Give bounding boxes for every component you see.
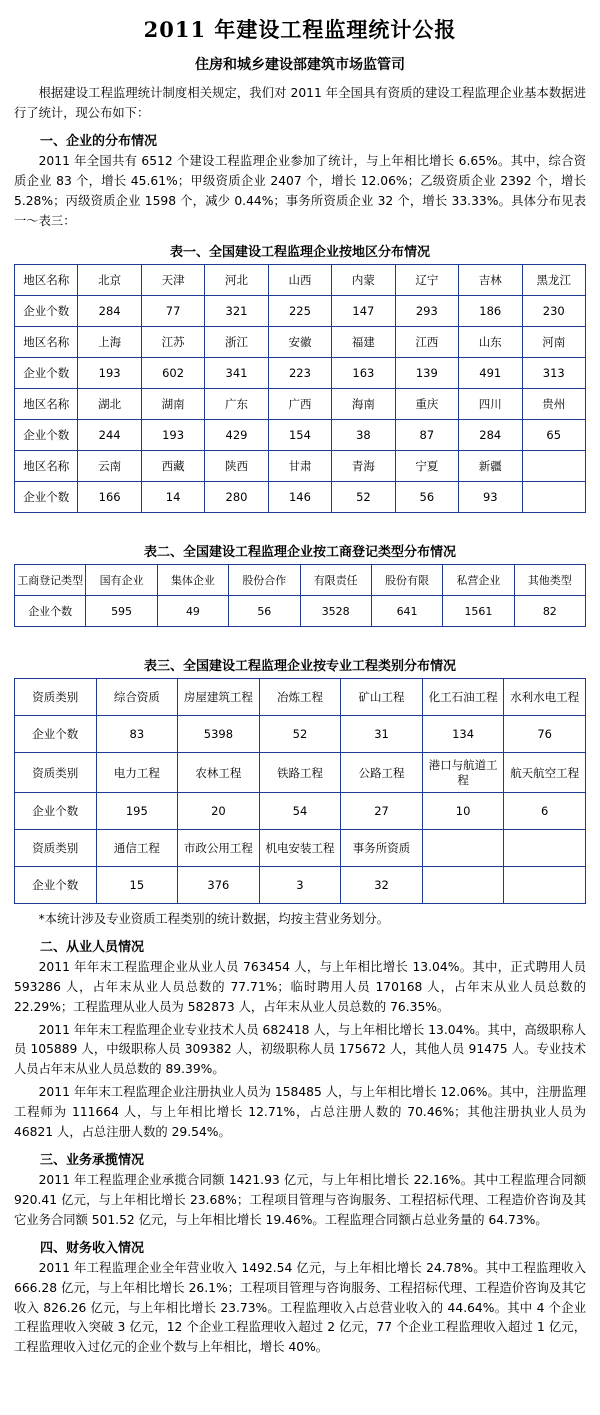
cell-count: 186 <box>459 296 522 327</box>
cell-type: 航天航空工程 <box>504 753 586 793</box>
table-row <box>15 753 586 793</box>
cell-type: 机电安装工程 <box>259 830 341 867</box>
cell-type: 有限责任 <box>300 565 371 596</box>
cell-region: 黑龙江 <box>522 265 586 296</box>
row-header-count: 企业个数 <box>15 793 97 830</box>
table-row <box>15 830 586 867</box>
cell-region: 青海 <box>332 451 395 482</box>
cell-count: 93 <box>459 482 522 513</box>
cell-type: 综合资质 <box>96 679 178 716</box>
cell-region: 北京 <box>78 265 141 296</box>
table-row <box>15 482 586 513</box>
row-header-count: 企业个数 <box>15 867 97 904</box>
cell-region: 福建 <box>332 327 395 358</box>
table-row <box>15 793 586 830</box>
cell-count: 27 <box>341 793 423 830</box>
cell-count: 284 <box>78 296 141 327</box>
cell-region: 新疆 <box>459 451 522 482</box>
cell-count: 491 <box>459 358 522 389</box>
table-row <box>15 389 586 420</box>
cell-count: 65 <box>522 420 586 451</box>
table-region-distribution <box>14 264 586 513</box>
cell-count: 193 <box>78 358 141 389</box>
cell-region: 西藏 <box>141 451 204 482</box>
cell-region: 河北 <box>205 265 268 296</box>
row-header-type: 资质类别 <box>15 830 97 867</box>
table-row <box>15 867 586 904</box>
cell-region: 内蒙 <box>332 265 395 296</box>
section-heading-1: 一、企业的分布情况 <box>40 133 158 149</box>
cell-count: 147 <box>332 296 395 327</box>
cell-type: 房屋建筑工程 <box>178 679 260 716</box>
section-3-paragraph-1: 2011 年工程监理企业承揽合同额 1421.93 亿元，与上年相比增长 22.16%。其中工程监理合同额 920.41 亿元，与上年相比增长 23.68%；工程项目管理与咨询服务、工程招标代理、工程造价咨询及其它业务合同额 501.52 亿元，与上年相比增长 19.46%。工程监理合同额占总业务量的 64.73%。 <box>14 1173 586 1227</box>
cell-region: 辽宁 <box>395 265 458 296</box>
cell-region: 浙江 <box>205 327 268 358</box>
cell-count: 602 <box>141 358 204 389</box>
cell-region: 湖南 <box>141 389 204 420</box>
table3-footnote: *本统计涉及专业资质工程类别的统计数据，均按主营业务划分。 <box>38 912 390 927</box>
row-header-count: 企业个数 <box>15 716 97 753</box>
cell-region: 广东 <box>205 389 268 420</box>
cell-region: 甘肃 <box>268 451 331 482</box>
row-header-region: 地区名称 <box>15 265 78 296</box>
cell-count-empty <box>522 482 586 513</box>
cell-count: 321 <box>205 296 268 327</box>
cell-count: 139 <box>395 358 458 389</box>
cell-type: 化工石油工程 <box>422 679 504 716</box>
cell-count: 154 <box>268 420 331 451</box>
intro-paragraph: 根据建设工程监理统计制度相关规定，我们对 2011 年全国具有资质的建设工程监理企业基本数据进行了统计，现公布如下： <box>14 86 586 120</box>
cell-count: 20 <box>178 793 260 830</box>
cell-type: 其他类型 <box>514 565 585 596</box>
row-header-type: 工商登记类型 <box>15 565 86 596</box>
cell-region: 重庆 <box>395 389 458 420</box>
cell-region: 江西 <box>395 327 458 358</box>
table-row <box>15 565 586 596</box>
page-title: 2011 年建设工程监理统计公报 <box>143 17 457 42</box>
cell-region: 贵州 <box>522 389 586 420</box>
cell-count: 284 <box>459 420 522 451</box>
row-header-type: 资质类别 <box>15 679 97 716</box>
section-heading-4: 四、财务收入情况 <box>40 1240 145 1256</box>
table-registration-type-distribution <box>14 564 586 627</box>
cell-count: 223 <box>268 358 331 389</box>
row-header-region: 地区名称 <box>15 389 78 420</box>
cell-count: 14 <box>141 482 204 513</box>
cell-type: 冶炼工程 <box>259 679 341 716</box>
cell-count: 280 <box>205 482 268 513</box>
cell-count: 195 <box>96 793 178 830</box>
row-header-region: 地区名称 <box>15 451 78 482</box>
section-heading-2: 二、从业人员情况 <box>40 939 145 955</box>
cell-count: 32 <box>341 867 423 904</box>
cell-type: 港口与航道工程 <box>422 753 504 793</box>
cell-count: 230 <box>522 296 586 327</box>
cell-region-empty <box>522 451 586 482</box>
cell-count: 87 <box>395 420 458 451</box>
cell-count: 225 <box>268 296 331 327</box>
row-header-count: 企业个数 <box>15 420 78 451</box>
section-2-paragraph-3: 2011 年年末工程监理企业注册执业人员为 158485 人，与上年相比增长 12.06%。其中，注册监理工程师为 111664 人，与上年相比增长 12.71%，占总注册人数的 70.46%；其他注册执业人员为 46821 人，占总注册人数的 29.54%。 <box>14 1085 586 1140</box>
cell-type: 矿山工程 <box>341 679 423 716</box>
cell-count-empty <box>504 867 586 904</box>
row-header-count: 企业个数 <box>15 358 78 389</box>
cell-count: 38 <box>332 420 395 451</box>
cell-type: 股份有限 <box>371 565 442 596</box>
cell-type: 市政公用工程 <box>178 830 260 867</box>
table-row <box>15 296 586 327</box>
cell-count: 10 <box>422 793 504 830</box>
cell-count: 193 <box>141 420 204 451</box>
cell-count: 313 <box>522 358 586 389</box>
cell-count: 134 <box>422 716 504 753</box>
cell-region: 江苏 <box>141 327 204 358</box>
cell-count: 429 <box>205 420 268 451</box>
table-row <box>15 451 586 482</box>
cell-type: 私营企业 <box>443 565 514 596</box>
table-row <box>15 265 586 296</box>
section-1-paragraph-1: 2011 年全国共有 6512 个建设工程监理企业参加了统计，与上年相比增长 6.65%。其中，综合资质企业 83 个，增长 45.61%；甲级资质企业 2407 个，增长 12.06%；乙级资质企业 2392 个，增长 5.28%；丙级资质企业 1598 个，减少 0.44%；事务所资质企业 32 个，增长 33.33%。具体分布见表一～表三： <box>14 153 586 228</box>
section-heading-3: 三、业务承揽情况 <box>40 1153 145 1169</box>
cell-region: 上海 <box>78 327 141 358</box>
section-2-paragraph-2: 2011 年年末工程监理企业专业技术人员 682418 人，与上年相比增长 13.04%。其中，高级职称人员 105889 人，中级职称人员 309382 人，初级职称人员 175672 人，其他人员 91475 人。专业技术人员占年末从业人员总数的 89.39%。 <box>14 1022 586 1077</box>
cell-count: 244 <box>78 420 141 451</box>
table-row <box>15 420 586 451</box>
cell-count: 341 <box>205 358 268 389</box>
cell-type: 电力工程 <box>96 753 178 793</box>
cell-region: 山西 <box>268 265 331 296</box>
cell-count: 52 <box>259 716 341 753</box>
table-row <box>15 679 586 716</box>
cell-count: 54 <box>259 793 341 830</box>
spacer <box>14 517 586 531</box>
page-subtitle: 住房和城乡建设部建筑市场监管司 <box>195 57 405 73</box>
cell-region: 四川 <box>459 389 522 420</box>
cell-count: 6 <box>504 793 586 830</box>
cell-type: 事务所资质 <box>341 830 423 867</box>
cell-count-empty <box>422 867 504 904</box>
cell-count: 15 <box>96 867 178 904</box>
cell-region: 湖北 <box>78 389 141 420</box>
cell-count: 56 <box>395 482 458 513</box>
cell-count: 3528 <box>300 596 371 627</box>
table-row <box>15 358 586 389</box>
table-row <box>15 327 586 358</box>
table3-caption: 表三、全国建设工程监理企业按专业工程类别分布情况 <box>143 659 456 675</box>
cell-type: 铁路工程 <box>259 753 341 793</box>
cell-count: 31 <box>341 716 423 753</box>
cell-count: 146 <box>268 482 331 513</box>
cell-type-empty <box>504 830 586 867</box>
cell-type: 农林工程 <box>178 753 260 793</box>
cell-count: 595 <box>86 596 157 627</box>
spacer <box>14 631 586 645</box>
cell-region: 安徽 <box>268 327 331 358</box>
cell-region: 宁夏 <box>395 451 458 482</box>
section-4-paragraph-1: 2011 年工程监理企业全年营业收入 1492.54 亿元，与上年相比增长 24.78%。其中工程监理收入 666.28 亿元，与上年相比增长 26.1%；工程项目管理与咨询服务、工程招标代理、工程造价咨询及其它收入 826.26 亿元，与上年相比增长 23.73%。工程监理收入占总营业收入的 44.64%。其中 4 个企业工程监理收入突破 3 亿元，12 个企业工程监理收入超过 2 亿元，77 个企业工程监理收入超过 1 亿元，工程监理收入过亿元的企业个数与上年相比，增长 40%。 <box>14 1260 586 1355</box>
cell-type: 通信工程 <box>96 830 178 867</box>
table-specialty-category-distribution <box>14 678 586 904</box>
cell-count: 56 <box>229 596 300 627</box>
row-header-count: 企业个数 <box>15 296 78 327</box>
cell-count: 376 <box>178 867 260 904</box>
cell-count: 52 <box>332 482 395 513</box>
cell-count: 83 <box>96 716 178 753</box>
cell-region: 河南 <box>522 327 586 358</box>
cell-count: 1561 <box>443 596 514 627</box>
section-2-paragraph-1: 2011 年年末工程监理企业从业人员 763454 人，与上年相比增长 13.04%。其中，正式聘用人员 593286 人，占年末从业人员总数的 77.71%；临时聘用人员 170168 人，占年末从业人员总数的 22.29%；工程监理从业人员为 582873 人，占年末从业人员总数的 76.35%。 <box>14 959 586 1014</box>
cell-region: 天津 <box>141 265 204 296</box>
cell-count: 641 <box>371 596 442 627</box>
cell-count: 5398 <box>178 716 260 753</box>
cell-type: 公路工程 <box>341 753 423 793</box>
table1-caption: 表一、全国建设工程监理企业按地区分布情况 <box>169 245 430 261</box>
row-header-region: 地区名称 <box>15 327 78 358</box>
cell-count: 166 <box>78 482 141 513</box>
table-row <box>15 596 586 627</box>
cell-region: 吉林 <box>459 265 522 296</box>
row-header-count: 企业个数 <box>15 596 86 627</box>
cell-count: 77 <box>141 296 204 327</box>
cell-region: 山东 <box>459 327 522 358</box>
cell-region: 陕西 <box>205 451 268 482</box>
cell-type: 股份合作 <box>229 565 300 596</box>
table-row <box>15 716 586 753</box>
cell-count: 163 <box>332 358 395 389</box>
cell-region: 云南 <box>78 451 141 482</box>
cell-type: 国有企业 <box>86 565 157 596</box>
cell-type: 水利水电工程 <box>504 679 586 716</box>
cell-region: 海南 <box>332 389 395 420</box>
cell-count: 76 <box>504 716 586 753</box>
cell-count: 293 <box>395 296 458 327</box>
cell-type-empty <box>422 830 504 867</box>
cell-type: 集体企业 <box>157 565 228 596</box>
cell-region: 广西 <box>268 389 331 420</box>
row-header-type: 资质类别 <box>15 753 97 793</box>
row-header-count: 企业个数 <box>15 482 78 513</box>
table2-caption: 表二、全国建设工程监理企业按工商登记类型分布情况 <box>143 545 456 561</box>
cell-count: 3 <box>259 867 341 904</box>
cell-count: 82 <box>514 596 585 627</box>
cell-count: 49 <box>157 596 228 627</box>
